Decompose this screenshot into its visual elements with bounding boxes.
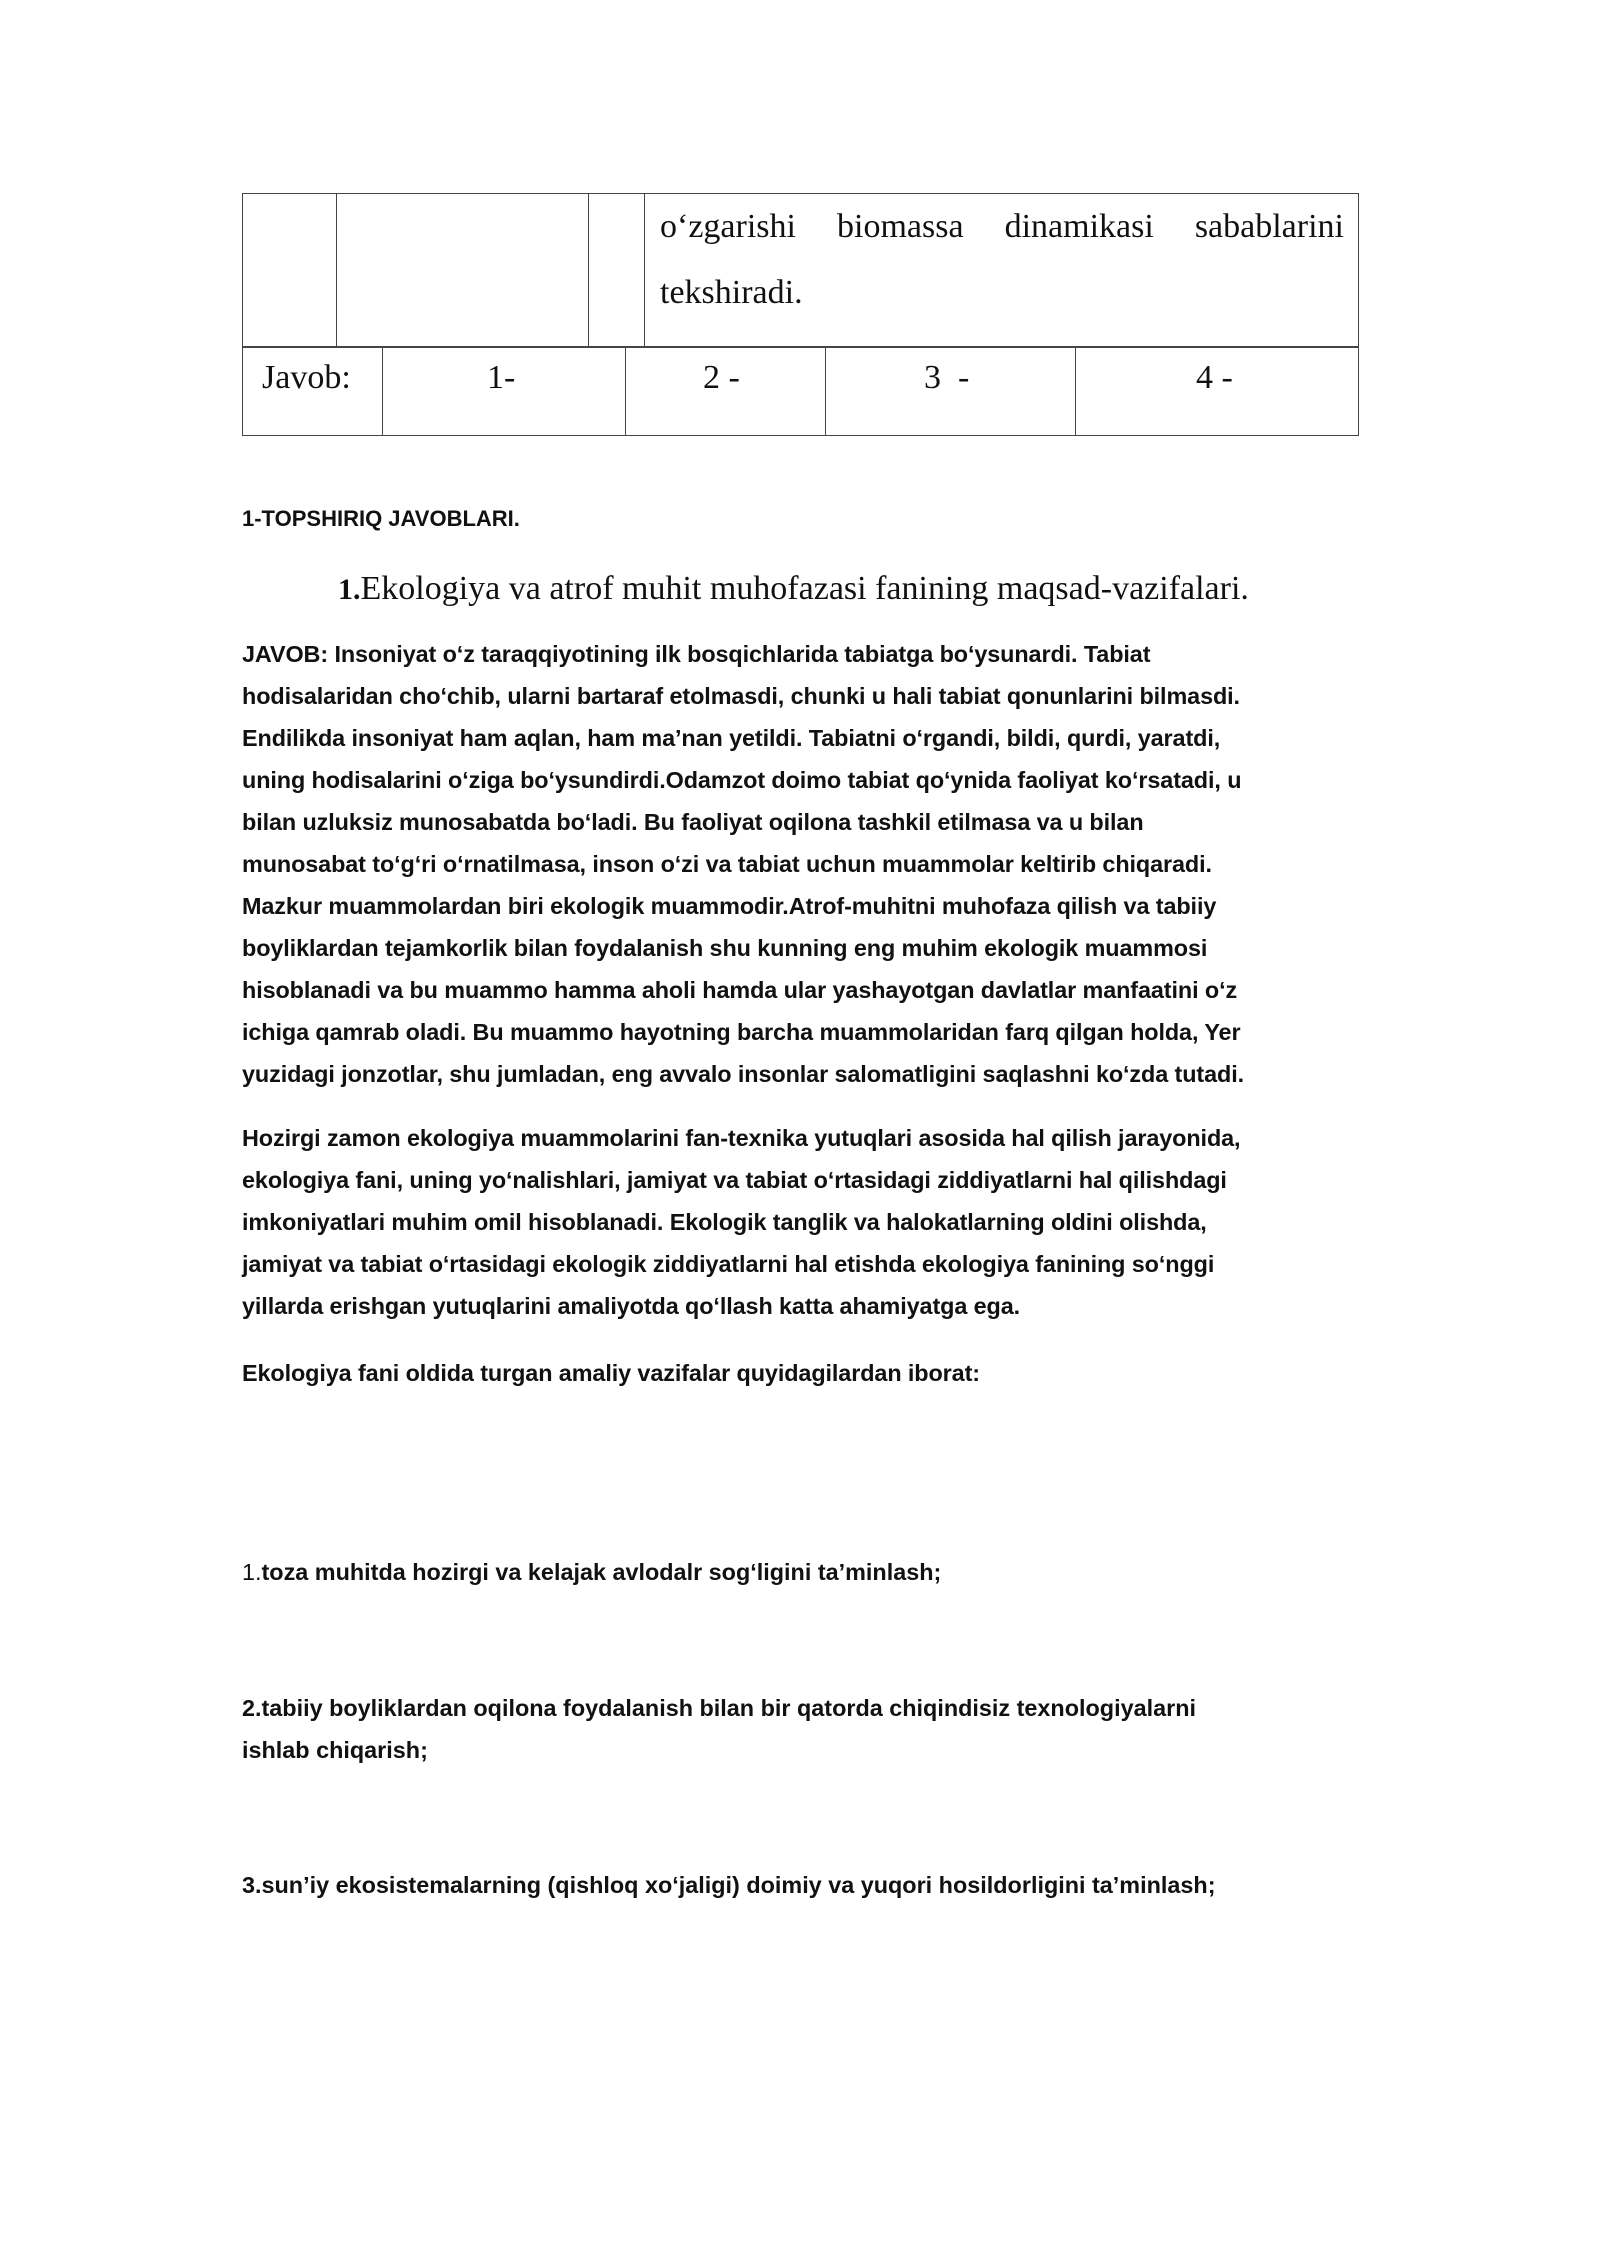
paragraph-line: uning hodisalarini o‘ziga bo‘ysundirdi.Odamzot doimo tabiat qo‘ynida faoliyat ko‘rsatadi, u: [242, 767, 1242, 793]
answer-paragraph-2: [242, 1117, 1360, 1327]
paragraph-line: Endilikda insoniyat ham aqlan, ham ma’nan yetildi. Tabiatni o‘rgandi, bildi, qurdi, yaratdi,: [242, 725, 1221, 751]
table-divider: [825, 348, 826, 435]
answer-label: Javob:: [262, 359, 351, 396]
paragraph-line: bilan uzluksiz munosabatda bo‘ladi. Bu faoliyat oqilona tashkil etilmasa va u bilan: [242, 809, 1144, 835]
paragraph-line: imkoniyatlari muhim omil hisoblanadi. Ekologik tanglik va halokatlarning oldini olishda,: [242, 1209, 1207, 1235]
answer-cell-2: 2 -: [703, 359, 740, 396]
answer-cell-4: 4 -: [1196, 359, 1233, 396]
paragraph-line: hodisalaridan cho‘chib, ularni bartaraf etolmasdi, chunki u hali tabiat qonunlarini bilmasdi.: [242, 683, 1240, 709]
answer-cell-1: 1-: [487, 359, 516, 396]
task-item-2: [242, 1687, 1360, 1771]
question-text: Ekologiya va atrof muhit muhofazasi fanining maqsad-vazifalari.: [360, 570, 1249, 607]
paragraph-line: jamiyat va tabiat o‘rtasidagi ekologik ziddiyatlarni hal etishda ekologiya fanining so‘nggi: [242, 1251, 1215, 1277]
criteria-table-row: [242, 193, 1359, 347]
task-item-line: 3.sun’iy ekosistemalarning (qishloq xo‘jaligi) doimiy va yuqori hosildorligini ta’minlash;: [242, 1872, 1216, 1898]
task-item-1: [242, 1551, 1360, 1593]
paragraph-line: ichiga qamrab oladi. Bu muammo hayotning barcha muammolaridan farq qilgan holda, Yer: [242, 1019, 1241, 1045]
table-cell-line: o‘zgarishi biomassa dinamikasi sabablarini: [660, 208, 1344, 245]
table-divider: [644, 194, 645, 346]
answer-table-row: [242, 347, 1359, 436]
paragraph-line: munosabat to‘g‘ri o‘rnatilmasa, inson o‘zi va tabiat uchun muammolar keltirib chiqaradi.: [242, 851, 1212, 877]
table-divider: [588, 194, 589, 346]
table-divider: [625, 348, 626, 435]
paragraph-line: Hozirgi zamon ekologiya muammolarini fan-texnika yutuqlari asosida hal qilish jarayonida,: [242, 1125, 1241, 1151]
task-item-number: 1.: [242, 1559, 262, 1585]
task-item-line: 2.tabiiy boyliklardan oqilona foydalanish bilan bir qatorda chiqindisiz texnologiyalarni: [242, 1695, 1196, 1721]
table-cell-text: [660, 194, 1344, 326]
answer-cell-3: 3 -: [924, 359, 970, 396]
paragraph-line: ekologiya fani, uning yo‘nalishlari, jamiyat va tabiat o‘rtasidagi ziddiyatlarni hal qilishdagi: [242, 1167, 1227, 1193]
task-item-line: ishlab chiqarish;: [242, 1737, 428, 1763]
question-title: [338, 570, 1249, 608]
table-divider: [382, 348, 383, 435]
table-divider: [336, 194, 337, 346]
paragraph-line: yillarda erishgan yutuqlarini amaliyotda qo‘llash katta ahamiyatga ega.: [242, 1293, 1021, 1319]
paragraph-line: boyliklardan tejamkorlik bilan foydalanish shu kunning eng muhim ekologik muammosi: [242, 935, 1208, 961]
section-heading: 1-TOPSHIRIQ JAVOBLARI.: [242, 506, 520, 531]
answer-paragraph-3: [242, 1352, 1360, 1394]
paragraph-line: Ekologiya fani oldida turgan amaliy vazifalar quyidagilardan iborat:: [242, 1360, 980, 1386]
answer-paragraph-1: [242, 633, 1360, 1095]
paragraph-line: hisoblanadi va bu muammo hamma aholi hamda ular yashayotgan davlatlar manfaatini o‘z: [242, 977, 1238, 1003]
task-item-text: toza muhitda hozirgi va kelajak avlodalr sog‘ligini ta’minlash;: [261, 1559, 942, 1585]
question-number: 1.: [338, 573, 361, 606]
table-divider: [1075, 348, 1076, 435]
paragraph-line: JAVOB: Insoniyat o‘z taraqqiyotining ilk bosqichlarida tabiatga bo‘ysunardi. Tabiat: [242, 641, 1151, 667]
paragraph-line: yuzidagi jonzotlar, shu jumladan, eng avvalo insonlar salomatligini saqlashni ko‘zda tutadi.: [242, 1061, 1244, 1087]
paragraph-line: Mazkur muammolardan biri ekologik muammodir.Atrof-muhitni muhofaza qilish va tabiiy: [242, 893, 1217, 919]
task-item-3: [242, 1864, 1360, 1906]
table-cell-line: tekshiradi.: [660, 274, 803, 311]
